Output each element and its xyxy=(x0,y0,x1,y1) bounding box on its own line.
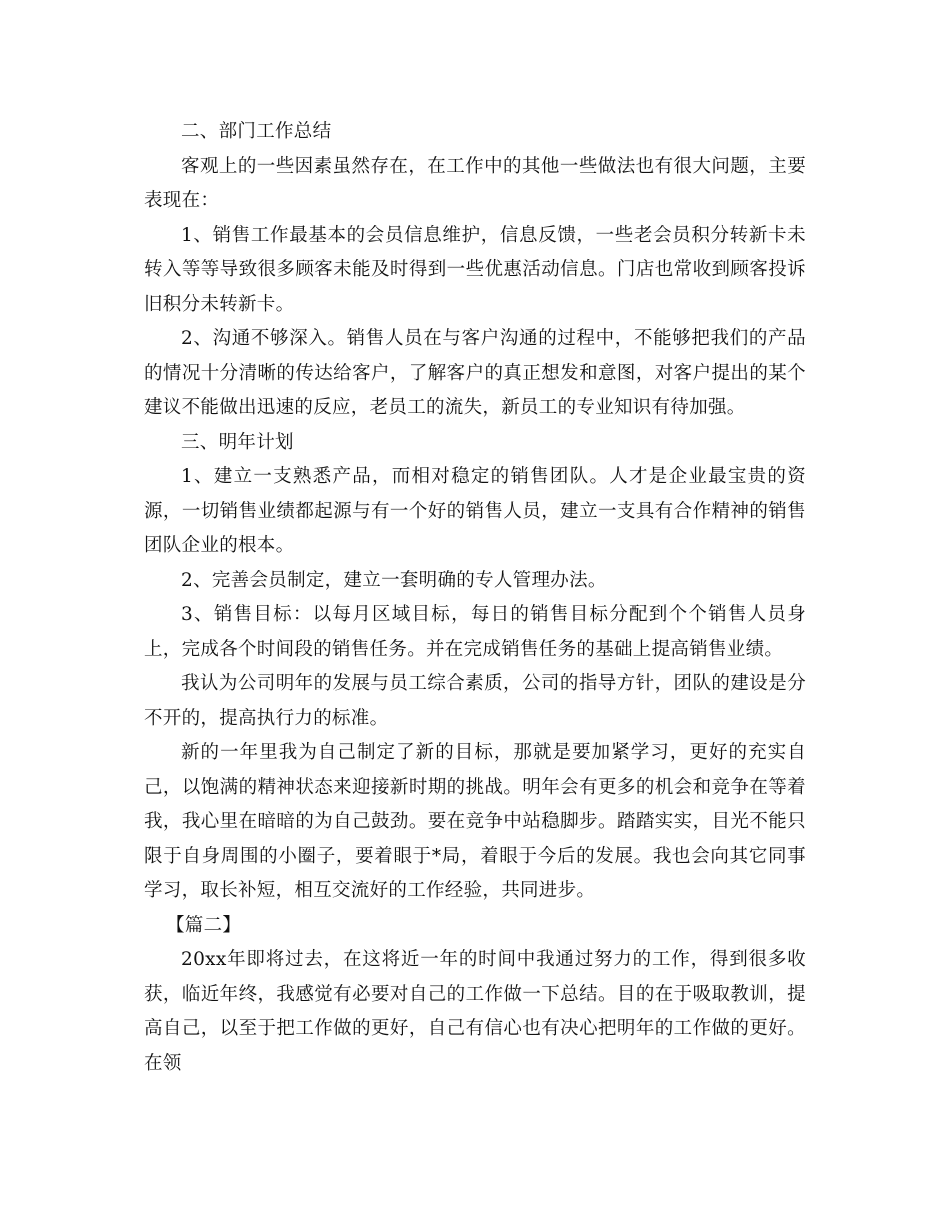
paragraph-item-2: 2、沟通不够深入。销售人员在与客户沟通的过程中，不能够把我们的产品的情况十分清晰的传达给客户，了解客户的真正想发和意图，对客户提出的某个建议不能做出迅速的反应，老员工的流失，新员工的专业知识有待加强。 xyxy=(144,328,806,418)
paragraph-part-two-intro: 20xx年即将过去，在这将近一年的时间中我通过努力的工作，得到很多收获，临近年终，我感觉有必要对自己的工作做一下总结。目的在于吸取教训，提高自己，以至于把工作做的更好，自己有信心也有决心把明年的工作做的更好。在领 xyxy=(144,949,806,1074)
paragraph-plan-3: 3、销售目标：以每月区域目标，每日的销售目标分配到个个销售人员身上，完成各个时间段的销售任务。并在完成销售任务的基础上提高销售业绩。 xyxy=(144,604,806,660)
paragraph-opinion: 我认为公司明年的发展与员工综合素质，公司的指导方针，团队的建设是分不开的，提高执行力的标准。 xyxy=(144,673,806,729)
paragraph-item-1: 1、销售工作最基本的会员信息维护，信息反馈，一些老会员积分转新卡未转入等等导致很多顾客未能及时得到一些优惠活动信息。门店也常收到顾客投诉旧积分未转新卡。 xyxy=(144,224,806,315)
section-heading-department-summary: 二、部门工作总结 xyxy=(181,121,332,142)
paragraph-intro: 客观上的一些因素虽然存在，在工作中的其他一些做法也有很大问题，主要表现在： xyxy=(144,155,806,211)
section-heading-next-year-plan: 三、明年计划 xyxy=(181,431,294,453)
document-body xyxy=(144,115,806,1081)
paragraph-new-year: 新的一年里我为自己制定了新的目标，那就是要加紧学习，更好的充实自己，以饱满的精神状态来迎接新时期的挑战。明年会有更多的机会和竞争在等着我，我心里在暗暗的为自己鼓劲。要在竞争中站稳脚步。踏踏实实，目光不能只限于自身周围的小圈子，要着眼于*局，着眼于今后的发展。我也会向其它同事学习，取长补短，相互交流好的工作经验，共同进步。 xyxy=(144,742,806,901)
paragraph-plan-1: 1、建立一支熟悉产品，而相对稳定的销售团队。人才是企业最宝贵的资源，一切销售业绩都起源与有一个好的销售人员，建立一支具有合作精神的销售团队企业的根本。 xyxy=(144,466,806,556)
paragraph-plan-2: 2、完善会员制定，建立一套明确的专人管理办法。 xyxy=(181,569,607,591)
section-marker-part-two: 【篇二】 xyxy=(166,914,242,936)
